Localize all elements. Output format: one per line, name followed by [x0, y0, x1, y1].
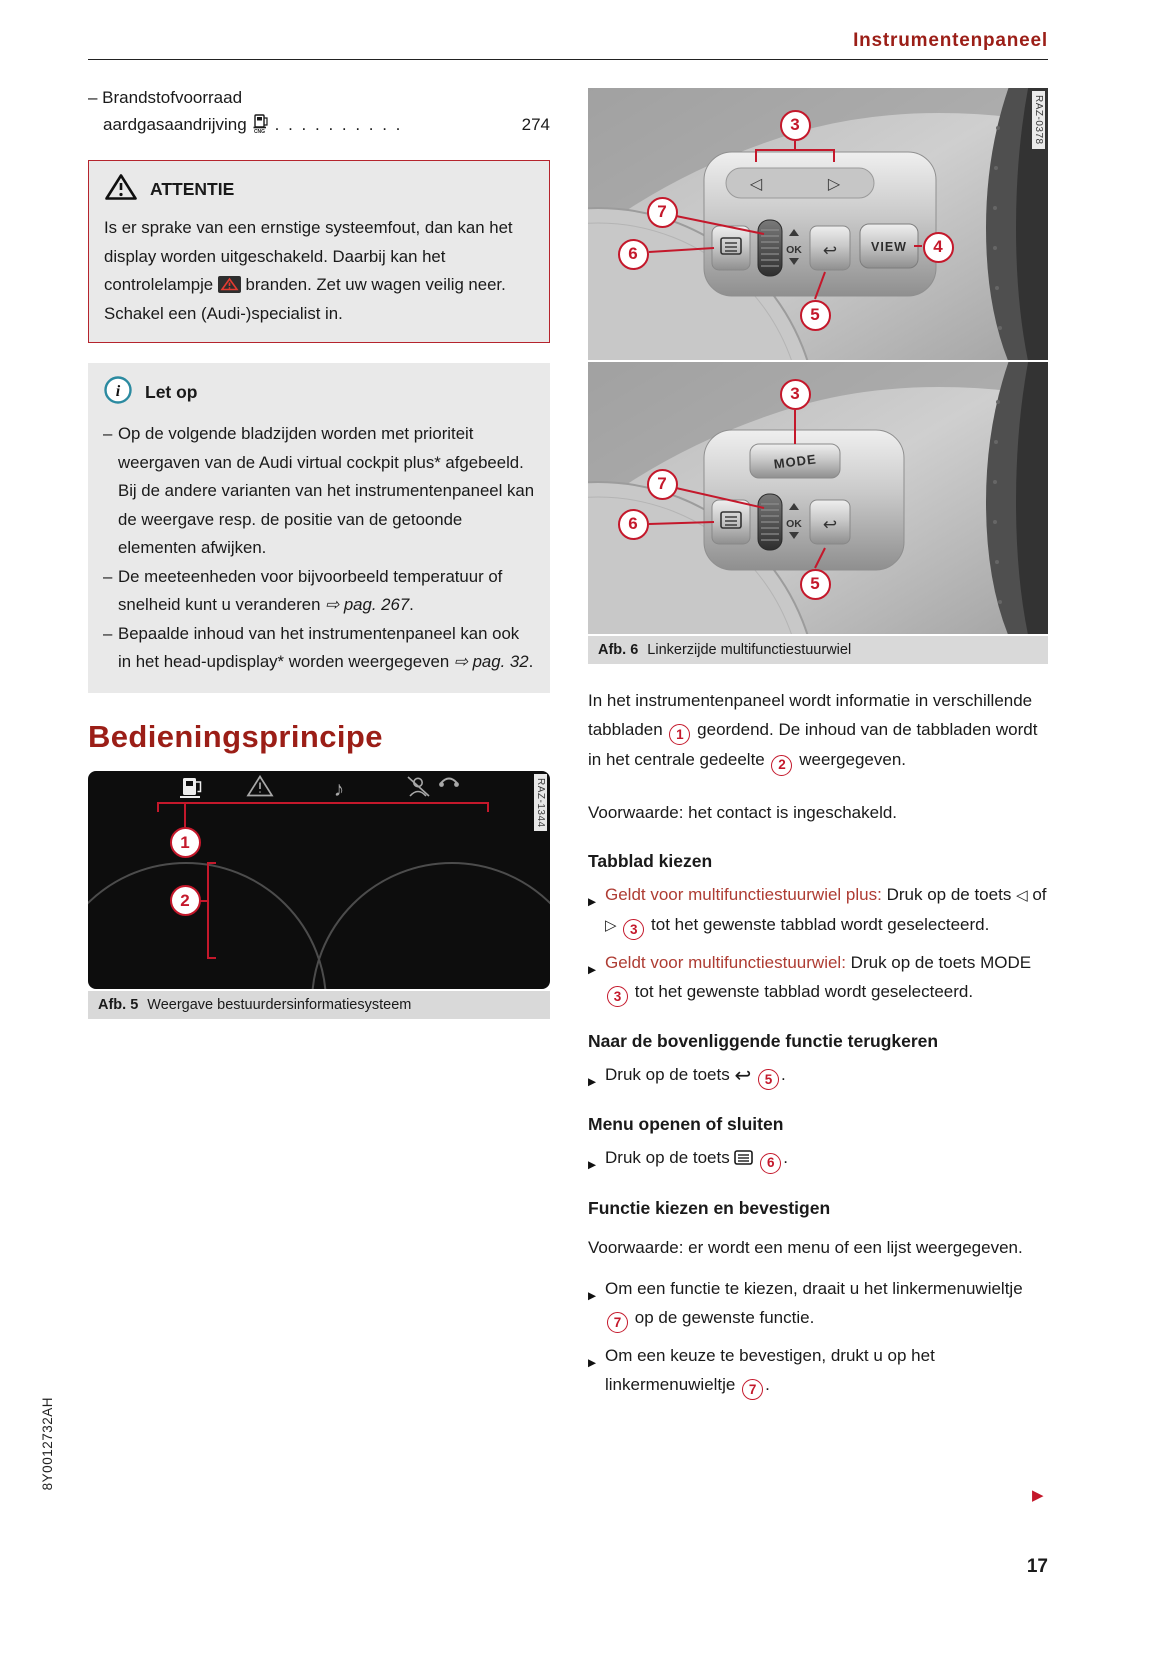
back-arrow-glyph: ↩	[822, 515, 838, 534]
doc-code-text: 8Y0012732AH	[40, 1397, 55, 1491]
arrow-right-button-label: ▷	[827, 176, 841, 193]
note-item-text: Bepaalde inhoud van het instrumentenpaneel kan ook in het head-updisplay* worden weergegeven	[118, 623, 520, 671]
note-title: Let op	[145, 382, 198, 402]
toc-line-1: – Brandstofvoorraad	[88, 88, 243, 107]
back-arrow-glyph: ↩	[822, 241, 838, 260]
figure-6-image	[588, 88, 1048, 634]
figure6-callout-5-bottom: 5	[800, 569, 831, 600]
right-column	[588, 80, 1048, 1400]
bullet-item	[588, 1341, 1048, 1400]
inline-callout-3: 3	[607, 986, 628, 1007]
heading-functie: Functie kiezen en bevestigen	[588, 1197, 831, 1218]
triangle-right-glyph: ▷	[605, 916, 617, 934]
continuation-arrow: ▶	[1032, 1487, 1044, 1504]
inline-callout-7: 7	[742, 1379, 763, 1400]
bullet-arrow-icon: ▶	[588, 963, 597, 976]
figure6-callout-3-bottom: 3	[780, 379, 811, 410]
cng-fuel-pump-icon	[253, 111, 269, 138]
bullet-text: Druk op de toets	[605, 1065, 730, 1084]
figure6-callout-5-top: 5	[800, 300, 831, 331]
bullet-arrow-icon: ▶	[588, 1076, 597, 1088]
figure6-callout-4-top: 4	[923, 232, 954, 263]
warning-lamp-icon	[218, 275, 241, 294]
bullet-text: Druk op de toets MODE	[850, 952, 1032, 972]
note-item-text: Op de volgende bladzijden worden met prioriteit weergaven van de Audi virtual cockpit plus* afgebeeld. Bij de andere varianten van het instrumentenpaneel kan de weergave resp. de positie van de getoonde elementen afwijken.	[118, 424, 535, 557]
note-box	[88, 363, 550, 693]
toc-line-2	[88, 111, 550, 138]
bullet-item	[588, 1143, 1048, 1173]
bullet-text: of	[1032, 884, 1047, 904]
bullet-arrow-icon: ▶	[588, 1356, 597, 1369]
caption-text: Linkerzijde multifunctiestuurwiel	[647, 642, 852, 658]
back-arrow-icon: ↩	[734, 1065, 752, 1087]
display-illustration	[88, 771, 550, 989]
bullet-arrow-icon: ▶	[588, 895, 597, 908]
bullet-text: Om een keuze te bevestigen, drukt u op het linkermenuwieltje	[605, 1345, 935, 1394]
note-item	[103, 563, 535, 620]
attention-body-text-1: Is er sprake van een ernstige systeemfout, dan kan het display worden uitgeschakeld. Daarbij kan het controlelampje	[104, 218, 513, 294]
heading-terugkeren: Naar de bovenliggende functie terugkeren	[588, 1031, 939, 1051]
bullet-text: .	[780, 1065, 786, 1084]
figure6-ref-code: RAZ-0378	[1032, 91, 1045, 149]
note-item	[103, 420, 535, 563]
page-ref: ⇨ pag. 267	[325, 595, 410, 614]
warning-triangle-icon	[104, 173, 138, 206]
attention-header	[104, 173, 534, 206]
heading-menu: Menu openen of sluiten	[588, 1114, 784, 1135]
caption-label: Afb. 6	[598, 642, 639, 658]
attention-box	[88, 160, 550, 343]
bullet-text: op de gewenste functie.	[634, 1307, 815, 1327]
page-number: 17	[1026, 1556, 1048, 1577]
left-column	[88, 84, 550, 1019]
toc-label: aardgasaandrijving	[103, 115, 247, 134]
toc-dots-leader: . . . . . . . . . .	[274, 115, 403, 134]
attention-title: ATTENTIE	[150, 179, 235, 199]
bullet-item	[588, 1060, 1048, 1090]
figure5-callout-2: 2	[170, 885, 201, 916]
figure-5	[88, 771, 550, 1019]
ok-label: OK	[786, 518, 802, 530]
inline-callout-3: 3	[623, 919, 644, 940]
bullet-text: Om een functie te kiezen, draait u het linkermenuwieltje	[605, 1278, 1023, 1298]
bullet-text: .	[783, 1148, 788, 1168]
note-header	[103, 375, 535, 410]
figure6-callout-7-top: 7	[647, 197, 678, 228]
figure5-ref-code: RAZ-1344	[534, 774, 547, 832]
doc-code	[40, 1378, 55, 1510]
bullet-item	[588, 948, 1048, 1007]
figure6-caption	[588, 636, 1048, 664]
arrow-left-button-label: ◁	[749, 176, 763, 193]
inline-callout-1: 1	[669, 724, 690, 745]
figure6-callout-7-bottom: 7	[647, 469, 678, 500]
menu-button	[712, 500, 750, 544]
heading-tabblad-kiezen: Tabblad kiezen	[588, 850, 713, 871]
intro-text-3: weergegeven.	[799, 750, 907, 770]
figure6-callout-3-top: 3	[780, 110, 811, 141]
bullet-arrow-icon: ▶	[588, 1159, 597, 1172]
bullet-text: tot het gewenste tabblad wordt geselecteerd.	[651, 914, 990, 934]
condition-paragraph: Voorwaarde: het contact is ingeschakeld.	[588, 802, 898, 822]
bullet-text: .	[765, 1374, 770, 1394]
toc-entry	[88, 84, 550, 138]
condition-paragraph-2: Voorwaarde: er wordt een menu of een lijst weergegeven.	[588, 1237, 1023, 1257]
caption-text: Weergave bestuurdersinformatiesysteem	[147, 996, 412, 1013]
figure6-callout-6-top: 6	[618, 239, 649, 270]
page-ref: ⇨ pag. 32	[453, 652, 529, 671]
bullet-item	[588, 880, 1048, 940]
bullet-arrow-icon: ▶	[588, 1289, 597, 1302]
inline-callout-6: 6	[760, 1153, 781, 1174]
triangle-left-glyph: ◁	[1016, 886, 1028, 904]
intro-paragraph	[588, 686, 1048, 776]
inline-callout-2: 2	[771, 755, 792, 776]
attention-body	[104, 214, 534, 328]
note-item	[103, 620, 535, 677]
page-header-title: Instrumentenpaneel	[853, 30, 1048, 51]
info-icon	[103, 375, 133, 410]
note-item-after: .	[528, 652, 534, 671]
ok-label: OK	[786, 244, 802, 256]
bullet-text: tot het gewenste tabblad wordt geselecteerd.	[634, 981, 974, 1001]
view-button-label: VIEW	[871, 240, 907, 254]
caption-label: Afb. 5	[98, 996, 139, 1013]
figure5-callout-1: 1	[170, 827, 201, 858]
section-heading: Bedieningsprincipe	[88, 718, 383, 754]
note-item-text: De meeteenheden voor bijvoorbeeld temperatuur of snelheid kunt u veranderen	[118, 566, 503, 614]
cng-label: CNG	[253, 129, 265, 134]
figure6-callout-6-bottom: 6	[618, 509, 649, 540]
info-glyph: i	[115, 383, 121, 400]
inline-callout-5: 5	[758, 1069, 779, 1090]
attention-body-text-2: branden. Zet uw wagen veilig neer. Schakel een (Audi-)specialist in.	[104, 275, 506, 323]
dash-bullet: –	[103, 566, 113, 586]
inline-callout-7: 7	[607, 1312, 628, 1333]
bullet-text: Druk op de toets	[886, 884, 1012, 904]
intro-text-2: geordend. De inhoud van de tabbladen wordt in het centrale gedeelte	[588, 720, 1038, 770]
toc-page-number: 274	[521, 115, 550, 134]
mode-button-label: MODE	[772, 451, 818, 472]
intro-text-1: In het instrumentenpaneel wordt informatie in verschillende tabbladen	[588, 691, 1033, 739]
figure5-caption	[88, 991, 550, 1019]
bullet-item	[588, 1274, 1048, 1333]
figure-5-image	[88, 771, 550, 989]
variant-lead: Geldt voor multifunctiestuurwiel plus:	[605, 884, 882, 904]
music-note-tab-icon: ♪	[333, 777, 345, 801]
menu-button	[712, 226, 750, 270]
header-rule	[88, 59, 1048, 60]
bullet-text: Druk op de toets	[605, 1148, 730, 1168]
menu-list-icon	[734, 1148, 753, 1167]
note-item-after: .	[409, 595, 414, 614]
figure-6	[588, 88, 1048, 664]
variant-lead: Geldt voor multifunctiestuurwiel:	[605, 952, 846, 972]
dash-bullet: –	[103, 424, 113, 443]
dash-bullet: –	[103, 623, 113, 643]
